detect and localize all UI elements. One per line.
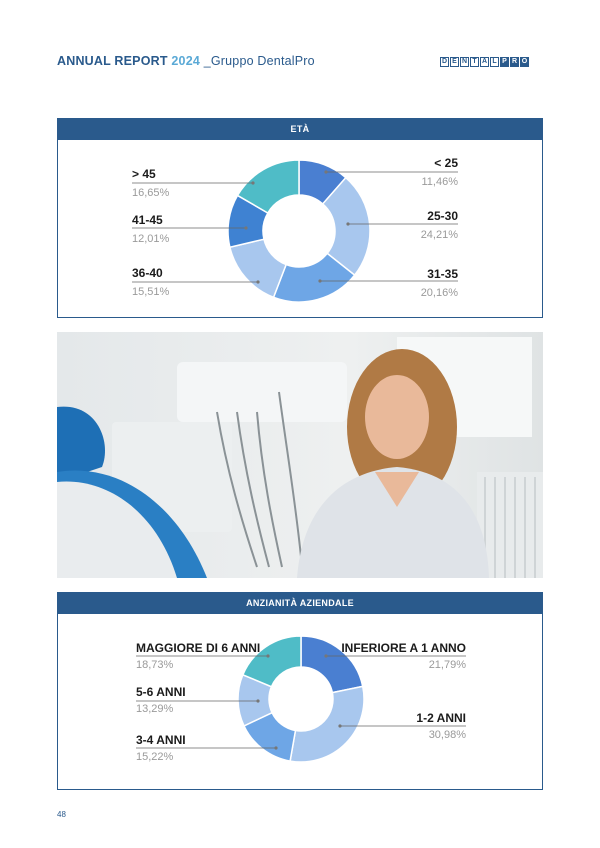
age-label-value: 20,16% xyxy=(420,287,458,299)
seniority-label-value: 30,98% xyxy=(428,729,466,741)
seniority-label-title: 5-6 ANNI xyxy=(136,685,186,699)
logo-letter: P xyxy=(500,57,509,67)
seniority-label-title: INFERIORE A 1 ANNO xyxy=(341,641,466,655)
report-title-main: ANNUAL REPORT xyxy=(57,54,168,68)
seniority-donut-chart xyxy=(58,614,542,789)
age-panel xyxy=(57,118,543,318)
seniority-label-title: MAGGIORE DI 6 ANNI xyxy=(136,641,261,655)
logo-letter: O xyxy=(521,58,528,65)
seniority-label-title: 1-2 ANNI xyxy=(416,711,466,725)
seniority-label-title: 3-4 ANNI xyxy=(136,733,186,747)
report-title-year: 2024 xyxy=(171,54,201,68)
dentalpro-logo xyxy=(440,57,529,67)
dentist-photo xyxy=(57,332,543,578)
logo-letter: N xyxy=(461,58,468,65)
age-panel-heading: ETÀ xyxy=(58,119,542,140)
age-label-title: > 45 xyxy=(132,167,156,181)
page-number: 48 xyxy=(57,810,66,819)
donut-slice-1-2-anni xyxy=(290,686,364,762)
logo-letter: A xyxy=(481,58,488,65)
report-title xyxy=(57,54,315,68)
seniority-label-value: 13,29% xyxy=(136,703,174,715)
logo-letter: T xyxy=(470,57,479,67)
age-label-value: 24,21% xyxy=(420,229,458,241)
age-label-title: < 25 xyxy=(434,156,458,170)
age-label-title: 41-45 xyxy=(132,213,163,227)
age-label-value: 12,01% xyxy=(132,233,170,245)
age-donut-chart xyxy=(58,140,542,317)
age-label-title: 31-35 xyxy=(427,267,458,281)
logo-letter: D xyxy=(441,58,448,65)
logo-letter: R xyxy=(511,58,518,65)
age-label-title: 25-30 xyxy=(427,209,458,223)
seniority-label-value: 18,73% xyxy=(136,659,174,671)
donut-slice-36-40 xyxy=(230,239,286,297)
seniority-panel-heading: ANZIANITÀ AZIENDALE xyxy=(58,593,542,614)
age-label-value: 16,65% xyxy=(132,187,170,199)
seniority-label-value: 21,79% xyxy=(428,659,466,671)
seniority-label-value: 15,22% xyxy=(136,751,174,763)
report-title-sub: _Gruppo DentalPro xyxy=(203,54,315,68)
age-label-title: 36-40 xyxy=(132,266,163,280)
logo-letter: E xyxy=(450,57,459,67)
logo-letter: L xyxy=(490,57,499,67)
seniority-panel xyxy=(57,592,543,790)
age-label-value: 11,46% xyxy=(421,176,458,188)
age-label-value: 15,51% xyxy=(132,286,170,298)
